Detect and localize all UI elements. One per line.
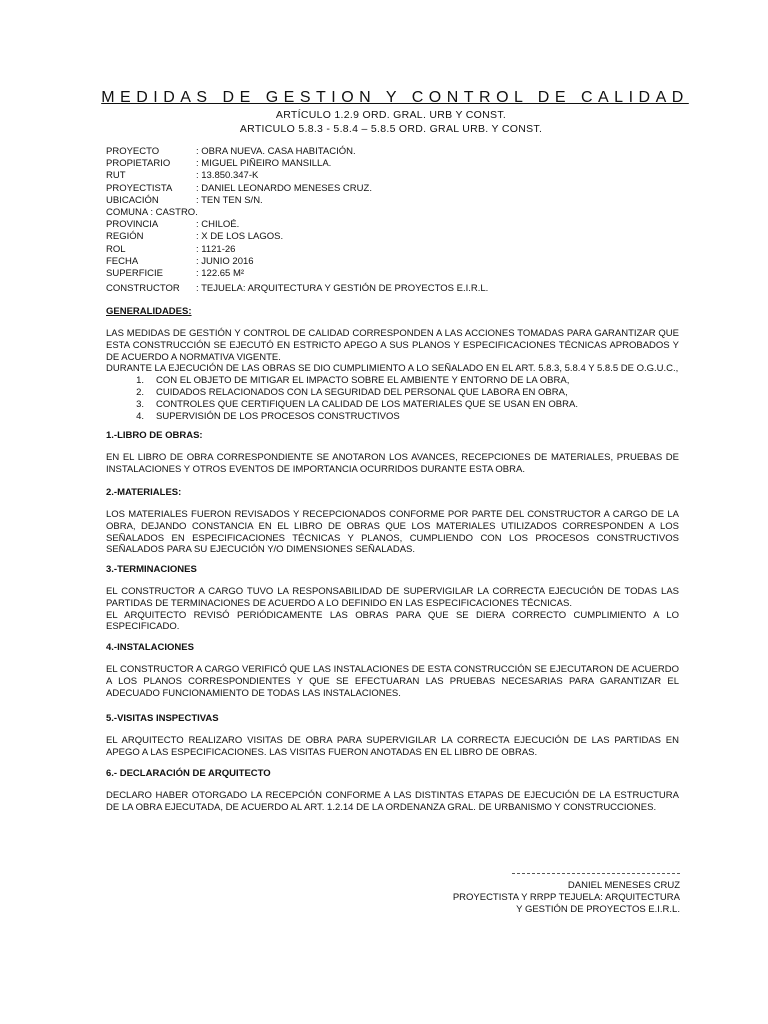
document-title: MEDIDAS DE GESTION Y CONTROL DE CALIDAD (101, 89, 689, 106)
measures-list (106, 375, 679, 422)
section-paragraph: EL ARQUITECTO REALIZARO VISITAS DE OBRA PARA SUPERVIGILAR LA CORRECTA EJECUCIÓN DE LAS PARTIDAS EN APEGO A LAS ESPECIFICACIONES. LAS VISITAS FUERON ANOTADAS EN EL LIBRO DE OBRAS. (106, 735, 679, 758)
list-item (106, 375, 679, 387)
info-value: : DANIEL LEONARDO MENESES CRUZ. (196, 182, 372, 194)
info-label: PROYECTO (106, 146, 160, 157)
info-value: : 13.850.347-K (196, 170, 259, 182)
section-paragraph: EL CONSTRUCTOR A CARGO TUVO LA RESPONSABILIDAD DE SUPERVIGILAR LA CORRECTA EJECUCIÓN DE TODAS LAS PARTIDAS DE TERMINACIONES DE ACUERDO A LO DEFINIDO EN LAS ESPECIFICACIONES TÉCNICAS. (106, 586, 679, 609)
info-row-proyecto (106, 146, 372, 158)
section-paragraph: EL CONSTRUCTOR A CARGO VERIFICÓ QUE LAS INSTALACIONES DE ESTA CONSTRUCCIÓN SE EJECUTARON DE ACUERDO A LOS PLANOS CORRESPONDIENTES Y QUE SE EFECTUARAN LAS PRUEBAS NECESARIAS PARA GARANTIZAR EL ADECUADO FUNCIONAMIENTO DE TODAS LAS INSTALACIONES. (106, 664, 679, 699)
constructor-label: CONSTRUCTOR (106, 283, 180, 294)
section-paragraph: LAS MEDIDAS DE GESTIÓN Y CONTROL DE CALIDAD CORRESPONDEN A LAS ACCIONES TOMADAS PARA GARANTIZAR QUE ESTA CONSTRUCCIÓN SE EJECUTÓ EN ESTRICTO APEGO A SUS PLANOS Y ESPECIFICACIONES TÉCNICAS APROBADOS Y DE ACUERDO A NORMATIVA VIGENTE. (106, 328, 679, 363)
signature-name: DANIEL MENESES CRUZ (567, 880, 680, 891)
list-item-number: 3. (136, 398, 144, 410)
info-label: PROYECTISTA (106, 182, 173, 194)
project-info-block (106, 146, 372, 280)
info-row-rol (106, 244, 372, 256)
constructor-value: : TEJUELA: ARQUITECTURA Y GESTIÓN DE PROYECTOS E.I.R.L. (196, 283, 489, 294)
info-value: : OBRA NUEVA. CASA HABITACIÓN. (196, 146, 356, 157)
section-paragraph: DECLARO HABER OTORGADO LA RECEPCIÓN CONFORME A LAS DISTINTAS ETAPAS DE EJECUCIÓN DE LA ESTRUCTURA DE LA OBRA EJECUTADA, DE ACUERDO AL ART. 1.2.14 DE LA ORDENANZA GRAL. DE URBANISMO Y CONSTRUCCIONES. (106, 790, 679, 813)
info-row-region (106, 231, 372, 243)
constructor-row (106, 283, 488, 294)
section-heading: 5.-VISITAS INSPECTIVAS (106, 713, 219, 724)
info-value: : CHILOÉ. (196, 219, 240, 231)
signature-title: PROYECTISTA Y RRPP TEJUELA: ARQUITECTURA (452, 892, 680, 903)
section-libro-de-obras (106, 430, 679, 476)
info-row-superficie (106, 268, 372, 280)
section-heading: 3.-TERMINACIONES (106, 564, 197, 575)
info-value: : 1121-26 (196, 243, 236, 255)
section-heading: 6.- DECLARACIÓN DE ARQUITECTO (106, 768, 271, 779)
document-subtitle-1: ARTÍCULO 1.2.9 ORD. GRAL. URB Y CONST. (275, 109, 507, 121)
info-label: COMUNA : CASTRO. (106, 207, 198, 219)
info-value: : MIGUEL PIÑEIRO MANSILLA. (196, 158, 332, 170)
info-row-provincia (106, 219, 372, 231)
list-item-text: CUIDADOS RELACIONADOS CON LA SEGURIDAD DEL PERSONAL QUE LABORA EN OBRA, (156, 386, 568, 398)
section-instalaciones (106, 642, 679, 699)
info-label: RUT (106, 170, 126, 182)
info-label: SUPERFICIE (106, 268, 164, 280)
section-visitas-inspectivas (106, 713, 679, 759)
info-label: ROL (106, 243, 126, 255)
list-item-text: CONTROLES QUE CERTIFIQUEN LA CALIDAD DE LOS MATERIALES QUE SE USAN EN OBRA. (156, 398, 578, 410)
section-heading: 1.-LIBRO DE OBRAS: (106, 430, 203, 441)
info-label: PROVINCIA (106, 219, 159, 231)
list-item-text: CON EL OBJETO DE MITIGAR EL IMPACTO SOBRE EL AMBIENTE Y ENTORNO DE LA OBRA, (156, 375, 570, 387)
info-row-proyectista (106, 183, 372, 195)
signature-block (440, 873, 680, 916)
section-declaracion-arquitecto (106, 768, 679, 814)
info-value: : JUNIO 2016 (196, 255, 254, 267)
info-row-rut (106, 170, 372, 182)
signature-line (512, 873, 680, 874)
section-paragraph: DURANTE LA EJECUCIÓN DE LAS OBRAS SE DIO CUMPLIMIENTO A LO SEÑALADO EN EL ART. 5.8.3, 5.8.4 Y 5.8.5 DE O.G.U.C., (106, 363, 679, 375)
section-generalidades (106, 306, 679, 422)
section-heading: GENERALIDADES: (106, 306, 192, 317)
section-paragraph: EN EL LIBRO DE OBRA CORRESPONDIENTE SE ANOTARON LOS AVANCES, RECEPCIONES DE MATERIALES, PRUEBAS DE INSTALACIONES Y OTROS EVENTOS DE IMPORTANCIA OCURRIDOS DURANTE ESTA OBRA. (106, 452, 679, 475)
info-row-propietario (106, 158, 372, 170)
list-item-number: 1. (136, 375, 144, 387)
info-value: : TEN TEN S/N. (196, 194, 263, 206)
info-row-fecha (106, 256, 372, 268)
list-item (106, 399, 679, 411)
info-row-comuna (106, 207, 372, 219)
list-item-number: 2. (136, 386, 144, 398)
document-subtitle-2: ARTICULO 5.8.3 - 5.8.4 – 5.8.5 ORD. GRAL URB. Y CONST. (239, 123, 543, 135)
list-item (106, 411, 679, 423)
list-item (106, 387, 679, 399)
signature-company: Y GESTIÓN DE PROYECTOS E.I.R.L. (516, 904, 680, 915)
info-value: : X DE LOS LAGOS. (196, 231, 284, 243)
list-item-text: SUPERVISIÓN DE LOS PROCESOS CONSTRUCTIVOS (156, 410, 400, 422)
info-label: PROPIETARIO (106, 158, 171, 170)
info-value: : 122.65 M² (196, 268, 245, 280)
list-item-number: 4. (136, 410, 144, 422)
info-label: REGIÓN (106, 231, 144, 243)
info-label: FECHA (106, 255, 139, 267)
section-materiales (106, 487, 679, 556)
info-label: UBICACIÓN (106, 194, 159, 206)
section-heading: 4.-INSTALACIONES (106, 642, 194, 653)
section-heading: 2.-MATERIALES: (106, 487, 182, 498)
section-paragraph: LOS MATERIALES FUERON REVISADOS Y RECEPCIONADOS CONFORME POR PARTE DEL CONSTRUCTOR A CARGO DE LA OBRA, DEJANDO CONSTANCIA EN EL LIBRO DE OBRAS QUE LOS MATERIALES UTILIZADOS CORRESPONDEN A LOS SEÑALADOS EN ESPECIFICACIONES TÉCNICAS Y PLANOS, CUMPLIENDO CON LOS PROCESOS CONSTRUCTIVOS SEÑALADOS PARA SU EJECUCIÓN Y/O DIMENSIONES SEÑALADAS. (106, 509, 679, 556)
info-row-ubicacion (106, 195, 372, 207)
section-paragraph: EL ARQUITECTO REVISÓ PERIÓDICAMENTE LAS OBRAS PARA QUE SE DIERA CORRECTO CUMPLIMIENTO A LO ESPECIFICADO. (106, 609, 679, 633)
section-terminaciones (106, 564, 679, 633)
